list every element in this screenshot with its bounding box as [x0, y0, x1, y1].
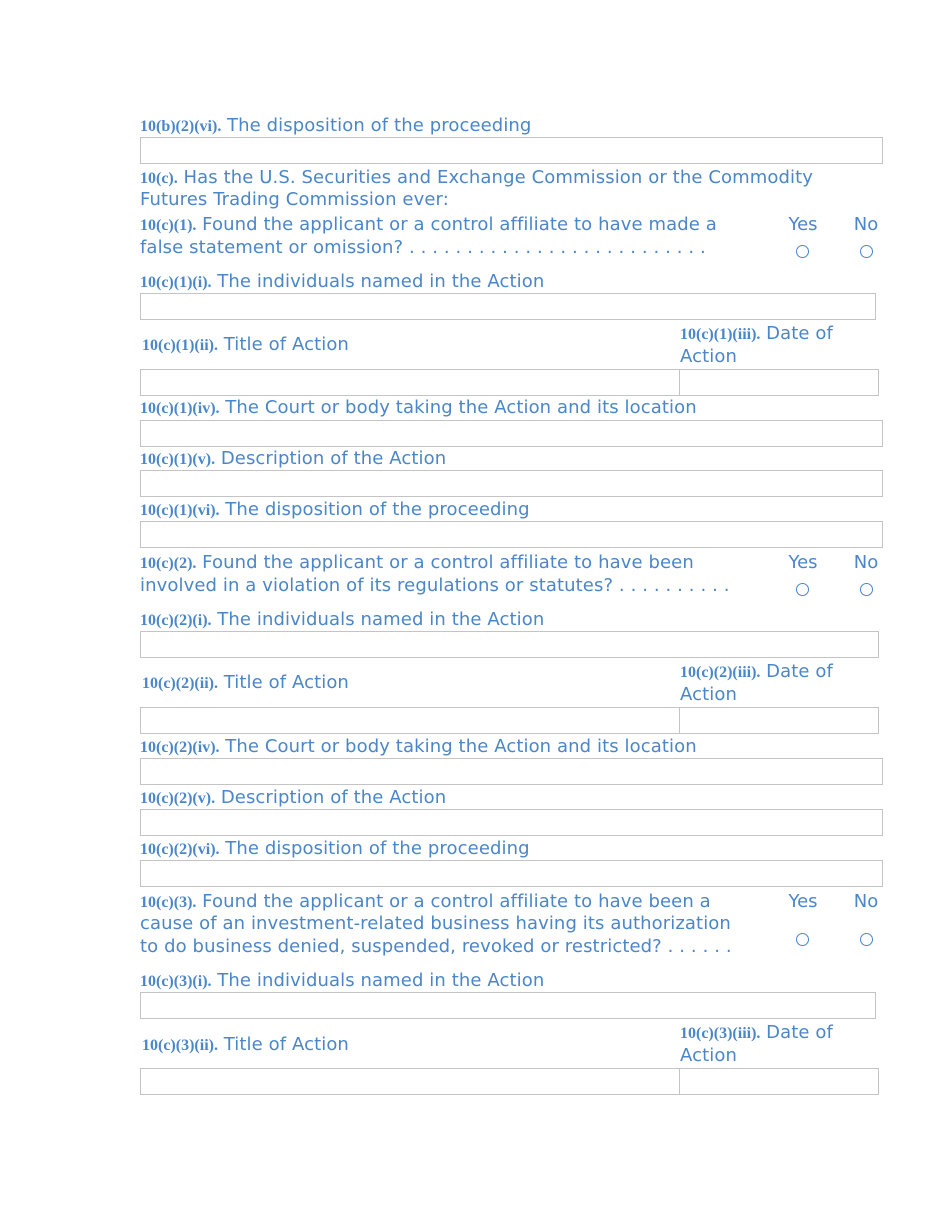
item-code: 10(c)(2)(ii). — [142, 675, 218, 692]
yes-label: Yes — [788, 891, 818, 912]
individuals-field-10c3i[interactable] — [140, 992, 876, 1019]
question-10c1ii — [142, 334, 349, 357]
court-field-10c1iv[interactable] — [140, 420, 883, 447]
item-code: 10(c)(1)(ii). — [142, 337, 218, 354]
question-10c1iv — [140, 397, 697, 420]
question-10c1iii-line2: Action — [680, 346, 737, 367]
question-10c1v — [140, 448, 446, 471]
item-code: 10(c)(2). — [140, 555, 197, 572]
item-text: The disposition of the proceeding — [225, 499, 530, 520]
question-10c2v — [140, 787, 446, 810]
item-text: Date of — [766, 661, 833, 682]
item-code: 10(c)(1)(i). — [140, 274, 212, 291]
yes-radio-10c1[interactable] — [796, 245, 809, 258]
item-text: Date of — [766, 323, 833, 344]
item-code: 10(c)(2)(v). — [140, 790, 216, 807]
item-text: Title of Action — [223, 334, 349, 355]
no-label: No — [853, 214, 879, 235]
question-10c2iii — [680, 661, 833, 684]
item-code: 10(c)(3)(ii). — [142, 1037, 218, 1054]
no-radio-10c3[interactable] — [860, 933, 873, 946]
item-text: The individuals named in the Action — [217, 609, 545, 630]
no-label: No — [853, 891, 879, 912]
item-code: 10(c). — [140, 170, 178, 187]
item-code: 10(b)(2)(vi). — [140, 118, 222, 135]
item-text: Has the U.S. Securities and Exchange Commission or the Commodity — [183, 167, 814, 188]
question-10c2iv — [140, 736, 697, 759]
item-code: 10(c)(1). — [140, 217, 197, 234]
question-10b2vi — [140, 115, 531, 138]
item-text: Found the applicant or a control affiliate to have been a — [202, 891, 711, 912]
item-text: The individuals named in the Action — [217, 970, 545, 991]
yes-label: Yes — [788, 214, 818, 235]
item-code: 10(c)(1)(iii). — [680, 326, 761, 343]
question-10c2-line2: involved in a violation of its regulations or statutes? . . . . . . . . . . — [140, 575, 730, 596]
question-10c2ii — [142, 672, 349, 695]
item-code: 10(c)(1)(v). — [140, 451, 216, 468]
no-radio-10c1[interactable] — [860, 245, 873, 258]
description-field-10c2v[interactable] — [140, 809, 883, 836]
date-field-10c2iii[interactable] — [679, 707, 879, 734]
item-text: The individuals named in the Action — [217, 271, 545, 292]
question-10c — [140, 167, 813, 190]
question-10c2 — [140, 552, 694, 575]
question-10c3 — [140, 891, 711, 914]
yes-radio-10c3[interactable] — [796, 933, 809, 946]
question-10c2i — [140, 609, 544, 632]
question-10c3ii — [142, 1034, 349, 1057]
question-10c-line2: Futures Trading Commission ever: — [140, 189, 449, 210]
court-field-10c2iv[interactable] — [140, 758, 883, 785]
item-code: 10(c)(2)(vi). — [140, 841, 220, 858]
yes-label: Yes — [788, 552, 818, 573]
question-10c2iii-line2: Action — [680, 684, 737, 705]
question-10c3iii-line2: Action — [680, 1045, 737, 1066]
no-radio-10c2[interactable] — [860, 583, 873, 596]
title-field-10c3ii[interactable] — [140, 1068, 680, 1095]
disposition-field-10c2vi[interactable] — [140, 860, 883, 887]
disposition-field-10b2vi[interactable] — [140, 137, 883, 164]
item-text: Found the applicant or a control affiliate to have made a — [202, 214, 717, 235]
question-10c1-line2: false statement or omission? . . . . . . . . . . . . . . . . . . . . . . . . . . — [140, 237, 706, 258]
question-10c1iii — [680, 323, 833, 346]
disposition-field-10c1vi[interactable] — [140, 521, 883, 548]
title-field-10c2ii[interactable] — [140, 707, 680, 734]
item-code: 10(c)(2)(i). — [140, 612, 212, 629]
item-text: Title of Action — [223, 1034, 349, 1055]
item-code: 10(c)(3)(iii). — [680, 1025, 761, 1042]
item-text: Description of the Action — [220, 448, 447, 469]
item-code: 10(c)(2)(iv). — [140, 739, 220, 756]
question-10c1i — [140, 271, 544, 294]
individuals-field-10c1i[interactable] — [140, 293, 876, 320]
item-code: 10(c)(1)(vi). — [140, 502, 220, 519]
item-text: The Court or body taking the Action and its location — [225, 736, 697, 757]
item-code: 10(c)(2)(iii). — [680, 664, 761, 681]
item-code: 10(c)(3). — [140, 894, 197, 911]
item-text: Description of the Action — [220, 787, 447, 808]
question-10c1 — [140, 214, 717, 237]
question-10c3iii — [680, 1022, 833, 1045]
no-label: No — [853, 552, 879, 573]
item-text: The disposition of the proceeding — [225, 838, 530, 859]
question-10c3i — [140, 970, 544, 993]
item-code: 10(c)(3)(i). — [140, 973, 212, 990]
date-field-10c1iii[interactable] — [679, 369, 879, 396]
question-10c2vi — [140, 838, 530, 861]
item-text: Found the applicant or a control affiliate to have been — [202, 552, 694, 573]
title-field-10c1ii[interactable] — [140, 369, 680, 396]
item-text: The Court or body taking the Action and its location — [225, 397, 697, 418]
question-10c1vi — [140, 499, 530, 522]
date-field-10c3iii[interactable] — [679, 1068, 879, 1095]
item-text: The disposition of the proceeding — [227, 115, 532, 136]
item-text: Date of — [766, 1022, 833, 1043]
item-code: 10(c)(1)(iv). — [140, 400, 220, 417]
question-10c3-line3: to do business denied, suspended, revoked or restricted? . . . . . . — [140, 936, 732, 957]
yes-radio-10c2[interactable] — [796, 583, 809, 596]
individuals-field-10c2i[interactable] — [140, 631, 879, 658]
description-field-10c1v[interactable] — [140, 470, 883, 497]
question-10c3-line2: cause of an investment-related business having its authorization — [140, 913, 731, 934]
item-text: Title of Action — [223, 672, 349, 693]
